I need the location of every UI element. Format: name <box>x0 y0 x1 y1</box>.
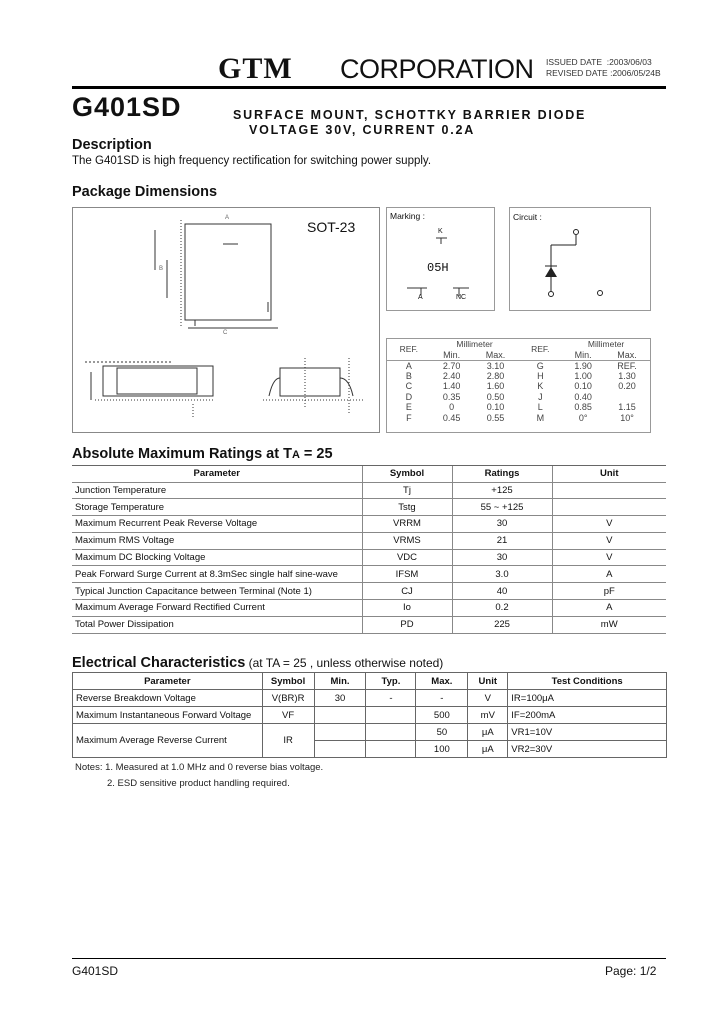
rating-value: 21 <box>452 532 552 549</box>
rating-param: Maximum Recurrent Peak Reverse Voltage <box>72 516 362 533</box>
elec-col-typ: Typ. <box>366 673 416 690</box>
dim-min: 1.40 <box>442 381 461 392</box>
ratings-col-parameter: Parameter <box>72 466 362 482</box>
dim-min: 0 <box>449 402 455 413</box>
ref-header: REF. <box>387 339 431 360</box>
dimension-row <box>387 381 650 392</box>
package-outline-drawing <box>73 208 381 434</box>
rating-unit: mW <box>552 616 666 633</box>
ratings-table-box <box>72 465 666 634</box>
description-text: The G401SD is high frequency rectification for switching power supply. <box>72 155 432 167</box>
dim-max2: 10° <box>620 412 634 423</box>
elec-col-max: Max. <box>416 673 468 690</box>
elec-col-unit: Unit <box>468 673 508 690</box>
elec-max: 100 <box>416 741 468 758</box>
svg-text:C: C <box>223 330 228 336</box>
dim-min2: 1.90 <box>574 360 592 371</box>
dim-ref: A <box>405 360 412 371</box>
dim-ref2: G <box>536 360 544 371</box>
elec-min <box>314 724 366 741</box>
table-row <box>72 616 666 633</box>
rating-unit: A <box>552 566 666 583</box>
part-number: G401SD <box>72 92 182 122</box>
footer-part: G401SD <box>72 964 119 978</box>
elec-typ <box>366 741 416 758</box>
table-row <box>72 600 666 617</box>
ratings-col-unit: Unit <box>552 466 666 482</box>
subtitle-line1: SURFACE MOUNT, SCHOTTKY BARRIER DIODE <box>233 108 587 122</box>
electrical-heading-note: (at TA = 25 , unless otherwise noted) <box>245 656 444 670</box>
rating-value: 0.2 <box>452 600 552 617</box>
dim-ref: C <box>405 381 413 392</box>
rating-symbol: Tj <box>362 482 452 499</box>
rating-value: +125 <box>452 482 552 499</box>
elec-symbol: VF <box>262 707 314 724</box>
dim-max2 <box>604 392 650 403</box>
marking-a: A <box>418 294 423 301</box>
max-header-2: Max. <box>617 349 637 360</box>
elec-symbol: V(BR)R <box>262 690 314 707</box>
rating-param: Peak Forward Surge Current at 8.3mSec single half sine-wave <box>72 566 362 583</box>
table-row <box>72 532 666 549</box>
table-row <box>73 707 667 724</box>
elec-typ <box>366 707 416 724</box>
diode-schematic-icon <box>510 208 652 312</box>
table-row <box>72 482 666 499</box>
elec-col-test: Test Conditions <box>508 673 667 690</box>
table-row <box>72 499 666 516</box>
footer-page: Page: 1/2 <box>605 964 657 978</box>
footer-rule <box>72 958 666 959</box>
dim-min2: 0.85 <box>574 402 592 413</box>
issue-dates <box>546 57 661 79</box>
millimeter-header: Millimeter <box>456 339 493 350</box>
notes <box>75 760 323 792</box>
circuit-box <box>509 207 651 311</box>
dim-min: 2.40 <box>442 370 461 381</box>
ref-header-2: REF. <box>518 339 562 360</box>
brand-logo: GTM <box>218 52 293 85</box>
millimeter-header-2: Millimeter <box>587 339 625 350</box>
elec-test: VR2=30V <box>508 741 667 758</box>
elec-col-min: Min. <box>314 673 366 690</box>
marking-box <box>386 207 495 311</box>
rating-param: Maximum Average Forward Rectified Current <box>72 600 362 617</box>
package-drawing-box <box>72 207 380 433</box>
rating-param: Maximum DC Blocking Voltage <box>72 549 362 566</box>
rating-value: 225 <box>452 616 552 633</box>
rating-symbol: IFSM <box>362 566 452 583</box>
dim-min2: 0.40 <box>574 391 592 402</box>
dim-max: 0.55 <box>486 412 505 423</box>
electrical-heading-main: Electrical Characteristics <box>72 655 246 671</box>
marking-nc: NC <box>456 294 467 301</box>
svg-text:B: B <box>159 266 164 272</box>
circuit-label: Circuit : <box>513 212 542 222</box>
note-1: Notes: 1. Measured at 1.0 MHz and 0 reverse bias voltage. <box>75 762 324 773</box>
dim-ref: F <box>406 412 412 423</box>
elec-param: Reverse Breakdown Voltage <box>73 690 263 707</box>
header-rule <box>72 86 666 89</box>
dim-max2: 0.20 <box>618 381 636 392</box>
ratings-heading-sub: A <box>291 449 300 461</box>
dim-max2: REF. <box>617 360 637 371</box>
dim-max2: 1.30 <box>618 370 636 381</box>
electrical-table <box>72 672 667 758</box>
rating-symbol: VRRM <box>362 516 452 533</box>
dim-min2: 1.00 <box>574 370 592 381</box>
elec-min <box>314 741 366 758</box>
elec-typ <box>366 724 416 741</box>
dim-max: 2.80 <box>486 370 505 381</box>
elec-min: 30 <box>314 690 366 707</box>
revised-date: REVISED DATE :2006/05/24B <box>546 68 661 78</box>
rating-symbol: VDC <box>362 549 452 566</box>
description-heading: Description <box>72 137 152 153</box>
elec-col-symbol: Symbol <box>262 673 314 690</box>
dimension-row <box>387 413 650 424</box>
dim-ref2: K <box>537 381 544 392</box>
ratings-heading-main: Absolute Maximum Ratings at T <box>72 446 292 462</box>
rating-param: Junction Temperature <box>72 482 362 499</box>
elec-max: 50 <box>416 724 468 741</box>
dim-ref2: M <box>536 412 545 423</box>
marking-drawing <box>387 208 496 312</box>
elec-unit: μA <box>468 741 508 758</box>
package-heading: Package Dimensions <box>72 184 218 200</box>
elec-max: 500 <box>416 707 468 724</box>
note-2: 2. ESD sensitive product handling required. <box>107 778 290 789</box>
rating-param: Typical Junction Capacitance between Terminal (Note 1) <box>72 583 362 600</box>
rating-unit <box>552 482 666 499</box>
subtitle-line2: VOLTAGE 30V, CURRENT 0.2A <box>249 123 476 137</box>
rating-unit: V <box>552 549 666 566</box>
elec-min <box>314 707 366 724</box>
dimensions-table <box>387 339 650 423</box>
dimension-row <box>387 371 650 382</box>
dim-ref: E <box>405 402 412 413</box>
package-name: SOT-23 <box>307 219 356 235</box>
dim-ref: D <box>405 391 413 402</box>
dimensions-table-box <box>386 338 651 433</box>
rating-unit: V <box>552 532 666 549</box>
table-row <box>72 566 666 583</box>
table-row <box>72 549 666 566</box>
rating-param: Maximum RMS Voltage <box>72 532 362 549</box>
rating-value: 30 <box>452 516 552 533</box>
rating-value: 40 <box>452 583 552 600</box>
elec-col-parameter: Parameter <box>73 673 263 690</box>
elec-test: IR=100μA <box>508 690 667 707</box>
electrical-table-box <box>72 672 667 758</box>
ratings-col-symbol: Symbol <box>362 466 452 482</box>
svg-text:A: A <box>225 215 230 221</box>
elec-param: Maximum Average Reverse Current <box>73 724 263 758</box>
table-row <box>72 516 666 533</box>
min-header-2: Min. <box>574 349 592 360</box>
rating-value: 3.0 <box>452 566 552 583</box>
rating-unit <box>552 499 666 516</box>
issued-date: ISSUED DATE :2003/06/03 <box>546 57 652 67</box>
dim-max: 0.50 <box>486 391 505 402</box>
dim-ref2: J <box>538 391 543 402</box>
ratings-table <box>72 466 666 634</box>
ratings-heading-tail: = 25 <box>299 446 333 462</box>
marking-code: 05H <box>427 261 449 275</box>
rating-param: Storage Temperature <box>72 499 362 516</box>
dim-min2: 0° <box>578 412 588 423</box>
dim-ref: B <box>405 370 412 381</box>
rating-symbol: Io <box>362 600 452 617</box>
elec-symbol: IR <box>262 724 314 758</box>
table-row <box>72 583 666 600</box>
dimension-row <box>387 360 650 371</box>
rating-value: 55 ~ +125 <box>452 499 552 516</box>
dim-max: 3.10 <box>486 360 505 371</box>
min-header: Min. <box>443 349 461 360</box>
elec-typ: - <box>366 690 416 707</box>
dimension-row <box>387 392 650 403</box>
rating-symbol: PD <box>362 616 452 633</box>
elec-max: - <box>416 690 468 707</box>
rating-unit: pF <box>552 583 666 600</box>
elec-unit: V <box>468 690 508 707</box>
max-header: Max. <box>485 349 506 360</box>
dimension-row <box>387 402 650 413</box>
rating-unit: V <box>552 516 666 533</box>
ratings-heading <box>72 446 333 462</box>
dim-max: 1.60 <box>486 381 505 392</box>
marking-k: K <box>438 228 443 235</box>
table-row <box>73 724 667 741</box>
elec-test: VR1=10V <box>508 724 667 741</box>
electrical-heading <box>72 654 443 672</box>
elec-unit: mV <box>468 707 508 724</box>
dim-min: 0.45 <box>442 412 461 423</box>
rating-symbol: VRMS <box>362 532 452 549</box>
dim-ref2: H <box>537 370 544 381</box>
dim-min: 2.70 <box>442 360 461 371</box>
dim-min: 0.35 <box>442 391 461 402</box>
elec-unit: μA <box>468 724 508 741</box>
dim-ref2: L <box>537 402 543 413</box>
rating-unit: A <box>552 600 666 617</box>
dim-max: 0.10 <box>486 402 505 413</box>
rating-value: 30 <box>452 549 552 566</box>
dim-min2: 0.10 <box>574 381 592 392</box>
elec-test: IF=200mA <box>508 707 667 724</box>
marking-label: Marking : <box>390 211 425 221</box>
ratings-col-ratings: Ratings <box>452 466 552 482</box>
corporation-name: CORPORATION <box>340 54 534 84</box>
dim-max2: 1.15 <box>618 402 636 413</box>
rating-symbol: CJ <box>362 583 452 600</box>
table-row <box>73 690 667 707</box>
elec-param: Maximum Instantaneous Forward Voltage <box>73 707 263 724</box>
rating-param: Total Power Dissipation <box>72 616 362 633</box>
rating-symbol: Tstg <box>362 499 452 516</box>
